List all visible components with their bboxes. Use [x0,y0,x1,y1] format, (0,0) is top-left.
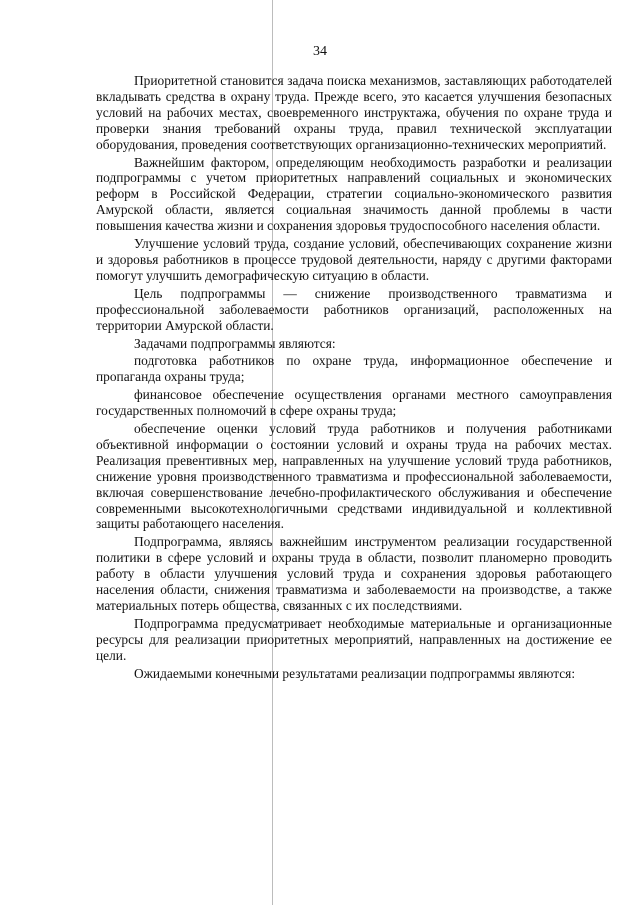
document-body [96,73,612,684]
task-item-assessment: обеспечение оценки условий труда работников и получения работниками объективной информации о состоянии условий и охраны труда на рабочих местах. Реализация превентивных мер, направленных на улучшение условий труда работников, снижение уровня производственного травматизма и профессиональной заболеваемости, включая совершенствование лечебно-профилактического обслуживания и обеспечение современными высокотехнологичными средствами индивидуальной и коллективной защиты работающего населения. [96,421,612,532]
paragraph-instrument: Подпрограмма, являясь важнейшим инструментом реализации государственной политики в сфере условий и охраны труда в области, позволит планомерно проводить работу в области улучшения условий труда и сохранения здоровья работающего населения области, снижения травматизма и заболеваемости на производстве, а также материальных потерь общества, связанных с их последствиями. [96,534,612,613]
paragraph-key-factor: Важнейшим фактором, определяющим необходимость разработки и реализации подпрограммы с учетом приоритетных направлений социальных и экономических реформ в Российской Федерации, стратегии социально-экономического развития Амурской области, является социальная значимость данной проблемы в части повышения качества жизни и сохранения здоровья трудоспособного населения области. [96,154,612,234]
paragraph-expected-results: Ожидаемыми конечными результатами реализации подпрограммы являются: [134,665,576,681]
paragraph-tasks-heading: Задачами подпрограммы являются: [134,335,336,351]
paragraph-resources: Подпрограмма предусматривает необходимые материальные и организационные ресурсы для реализации приоритетных мероприятий, направленных на достижение ее цели. [96,615,612,663]
paragraph-improvement: Улучшение условий труда, создание условий, обеспечивающих сохранение жизни и здоровья работников в процессе трудовой деятельности, наряду с другими факторами помогут улучшить демографическую ситуацию в области. [96,236,612,283]
task-item-financing: финансовое обеспечение осуществления органами местного самоуправления государственных полномочий в сфере охраны труда; [96,387,612,419]
task-item-training: подготовка работников по охране труда, информационное обеспечение и пропаганда охраны труда; [96,353,612,385]
paragraph-priority: Приоритетной становится задача поиска механизмов, заставляющих работодателей вкладывать средства в охрану труда. Прежде всего, это касается улучшения безопасных условий на рабочих местах, своевременного инструктажа, обучения по охране труда и проверки знания требований охраны труда, правил технической эксплуатации оборудования, проведения соответствующих организационно-технических мероприятий. [96,73,612,152]
paragraph-goal: Цель подпрограммы — снижение производственного травматизма и профессиональной заболеваемости работников организаций, расположенных на территории Амурской области. [96,285,612,333]
page-number: 34 [313,44,327,59]
